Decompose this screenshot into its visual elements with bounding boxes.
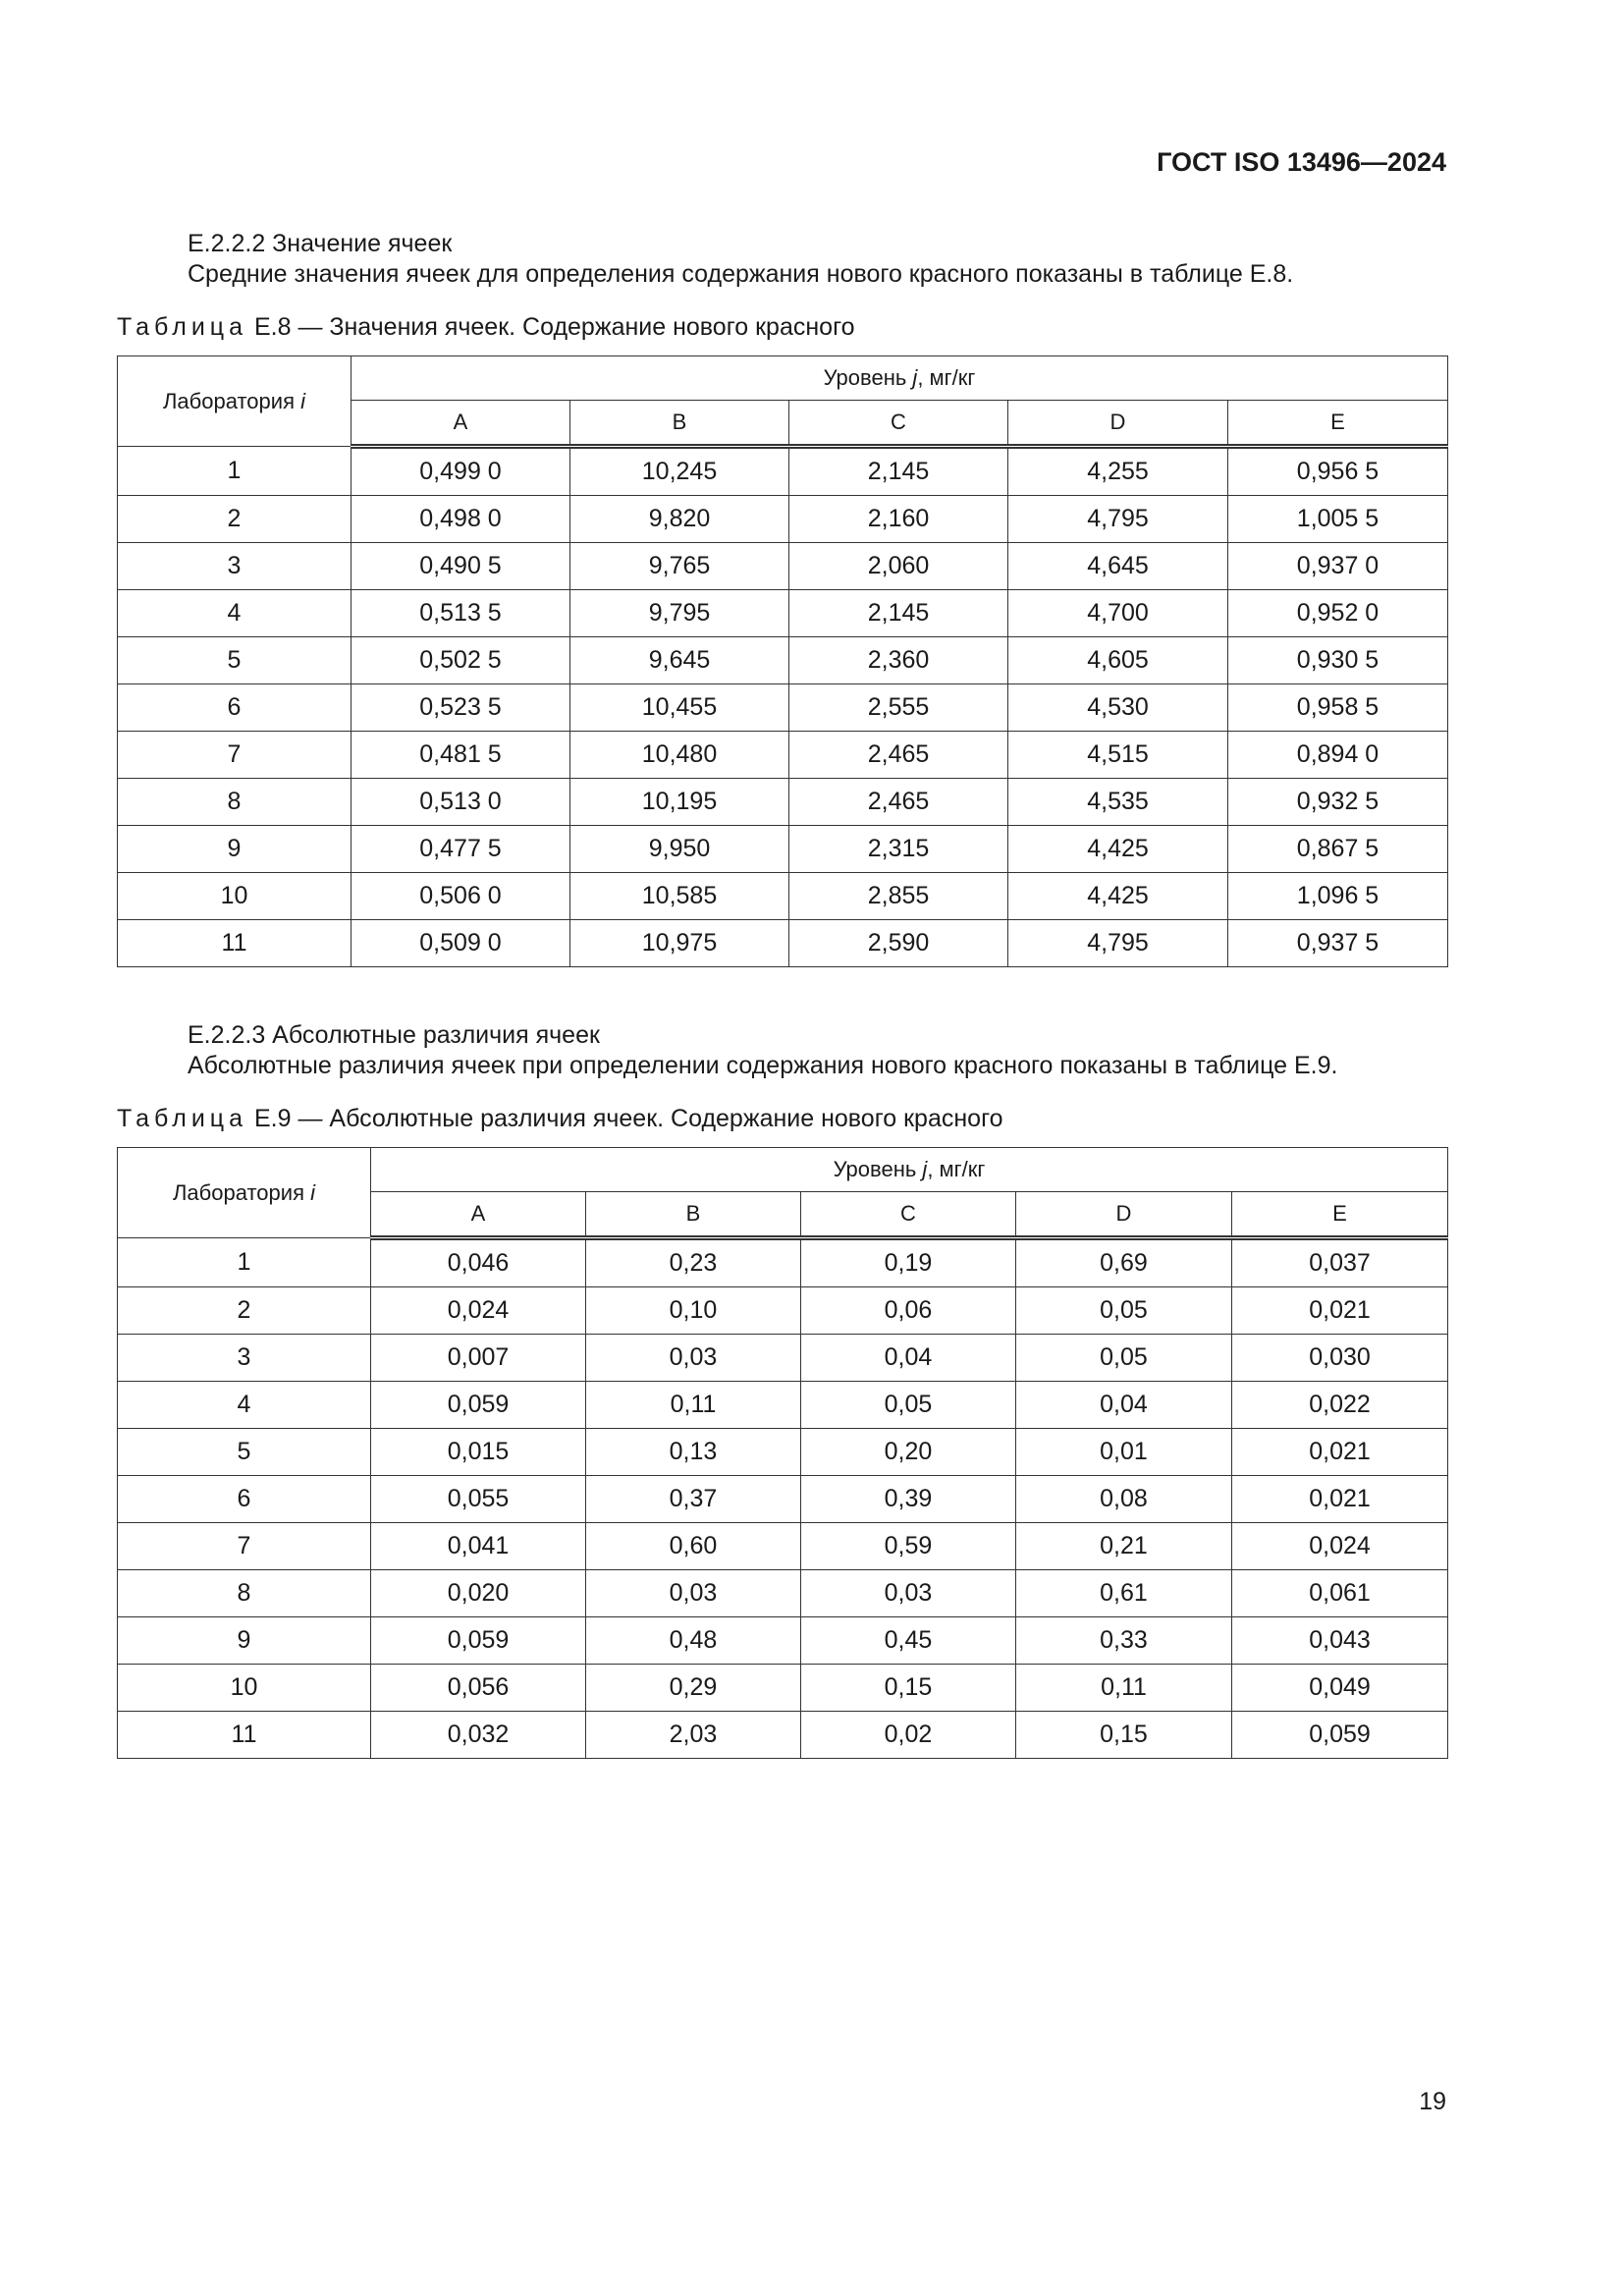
cell-c: 0,03	[801, 1570, 1016, 1617]
cell-e: 0,021	[1232, 1476, 1448, 1523]
cell-laboratory: 9	[118, 826, 352, 873]
cell-laboratory: 8	[118, 1570, 371, 1617]
page-number: 19	[1419, 2088, 1446, 2115]
cell-b: 0,48	[586, 1617, 801, 1665]
table-e8-body	[118, 447, 1448, 967]
cell-b: 0,03	[586, 1570, 801, 1617]
section-heading-e223: Е.2.2.3 Абсолютные различия ячеек	[188, 1021, 600, 1049]
cell-a: 0,509 0	[352, 920, 570, 967]
cell-laboratory: 7	[118, 1523, 371, 1570]
cell-d: 0,05	[1016, 1287, 1232, 1335]
table-row	[118, 1429, 1448, 1476]
cell-d: 0,11	[1016, 1665, 1232, 1712]
cell-a: 0,032	[371, 1712, 586, 1759]
cell-laboratory: 3	[118, 543, 352, 590]
cell-laboratory: 7	[118, 732, 352, 779]
cell-b: 0,37	[586, 1476, 801, 1523]
cell-b: 0,11	[586, 1382, 801, 1429]
header-level-pre: Уровень	[823, 365, 913, 390]
column-header-d: D	[1016, 1192, 1232, 1238]
cell-a: 0,498 0	[352, 496, 570, 543]
cell-b: 0,03	[586, 1335, 801, 1382]
cell-a: 0,024	[371, 1287, 586, 1335]
cell-laboratory: 2	[118, 496, 352, 543]
cell-b: 10,245	[570, 447, 789, 496]
cell-e: 0,937 5	[1228, 920, 1448, 967]
cell-c: 2,145	[789, 590, 1008, 637]
cell-e: 0,867 5	[1228, 826, 1448, 873]
cell-b: 9,820	[570, 496, 789, 543]
cell-c: 0,06	[801, 1287, 1016, 1335]
table-row	[118, 590, 1448, 637]
cell-d: 4,425	[1008, 873, 1228, 920]
cell-b: 9,795	[570, 590, 789, 637]
cell-laboratory: 4	[118, 590, 352, 637]
header-laboratory-var: i	[310, 1179, 315, 1205]
column-header-c: C	[789, 401, 1008, 447]
cell-c: 2,160	[789, 496, 1008, 543]
cell-a: 0,502 5	[352, 637, 570, 684]
cell-c: 2,145	[789, 447, 1008, 496]
column-header-e: E	[1232, 1192, 1448, 1238]
table-row	[118, 1570, 1448, 1617]
cell-b: 0,60	[586, 1523, 801, 1570]
cell-c: 0,02	[801, 1712, 1016, 1759]
cell-a: 0,056	[371, 1665, 586, 1712]
cell-c: 0,45	[801, 1617, 1016, 1665]
document-code: ГОСТ ISO 13496—2024	[1157, 147, 1446, 177]
cell-b: 10,585	[570, 873, 789, 920]
header-laboratory-var: i	[300, 388, 305, 413]
cell-c: 2,060	[789, 543, 1008, 590]
cell-d: 4,255	[1008, 447, 1228, 496]
cell-d: 4,605	[1008, 637, 1228, 684]
table-row	[118, 637, 1448, 684]
cell-a: 0,490 5	[352, 543, 570, 590]
column-header-b: B	[586, 1192, 801, 1238]
cell-laboratory: 5	[118, 1429, 371, 1476]
cell-a: 0,513 0	[352, 779, 570, 826]
table-caption-e9	[117, 1103, 1003, 1134]
cell-e: 0,932 5	[1228, 779, 1448, 826]
cell-a: 0,055	[371, 1476, 586, 1523]
cell-c: 2,360	[789, 637, 1008, 684]
section-heading-e222: Е.2.2.2 Значение ячеек	[188, 230, 453, 257]
table-e9	[117, 1147, 1448, 1759]
cell-c: 0,04	[801, 1335, 1016, 1382]
table-row	[118, 447, 1448, 496]
cell-c: 2,555	[789, 684, 1008, 732]
cell-d: 4,535	[1008, 779, 1228, 826]
cell-c: 0,20	[801, 1429, 1016, 1476]
cell-a: 0,477 5	[352, 826, 570, 873]
cell-d: 0,15	[1016, 1712, 1232, 1759]
cell-a: 0,513 5	[352, 590, 570, 637]
cell-a: 0,506 0	[352, 873, 570, 920]
cell-e: 0,043	[1232, 1617, 1448, 1665]
cell-a: 0,499 0	[352, 447, 570, 496]
caption-title: Е.8 — Значения ячеек. Содержание нового красного	[247, 313, 855, 341]
table-row	[118, 732, 1448, 779]
cell-a: 0,020	[371, 1570, 586, 1617]
header-laboratory	[118, 356, 352, 447]
cell-d: 0,08	[1016, 1476, 1232, 1523]
cell-laboratory: 11	[118, 920, 352, 967]
column-header-a: A	[371, 1192, 586, 1238]
cell-laboratory: 6	[118, 684, 352, 732]
cell-b: 0,23	[586, 1238, 801, 1287]
cell-e: 0,037	[1232, 1238, 1448, 1287]
cell-laboratory: 9	[118, 1617, 371, 1665]
header-level-post: , мг/кг	[927, 1157, 986, 1181]
cell-e: 0,061	[1232, 1570, 1448, 1617]
cell-a: 0,007	[371, 1335, 586, 1382]
cell-e: 1,096 5	[1228, 873, 1448, 920]
cell-d: 4,645	[1008, 543, 1228, 590]
section-text-e222: Средние значения ячеек для определения содержания нового красного показаны в таблице Е.8.	[188, 260, 1294, 288]
cell-laboratory: 8	[118, 779, 352, 826]
cell-e: 0,049	[1232, 1665, 1448, 1712]
cell-b: 0,29	[586, 1665, 801, 1712]
cell-d: 4,700	[1008, 590, 1228, 637]
cell-laboratory: 4	[118, 1382, 371, 1429]
table-row	[118, 1665, 1448, 1712]
cell-d: 0,69	[1016, 1238, 1232, 1287]
column-header-e: E	[1228, 401, 1448, 447]
header-laboratory-label: Лаборатория	[162, 388, 301, 413]
cell-d: 0,01	[1016, 1429, 1232, 1476]
cell-b: 2,03	[586, 1712, 801, 1759]
table-row	[118, 1382, 1448, 1429]
cell-c: 2,315	[789, 826, 1008, 873]
header-level	[352, 356, 1448, 401]
cell-e: 0,930 5	[1228, 637, 1448, 684]
cell-laboratory: 2	[118, 1287, 371, 1335]
cell-a: 0,523 5	[352, 684, 570, 732]
cell-laboratory: 1	[118, 447, 352, 496]
cell-b: 9,765	[570, 543, 789, 590]
cell-e: 0,022	[1232, 1382, 1448, 1429]
cell-e: 0,021	[1232, 1429, 1448, 1476]
cell-c: 2,590	[789, 920, 1008, 967]
column-header-c: C	[801, 1192, 1016, 1238]
cell-e: 1,005 5	[1228, 496, 1448, 543]
table-row	[118, 1712, 1448, 1759]
column-header-a: A	[352, 401, 570, 447]
cell-d: 0,04	[1016, 1382, 1232, 1429]
cell-d: 0,61	[1016, 1570, 1232, 1617]
cell-b: 0,10	[586, 1287, 801, 1335]
cell-c: 2,465	[789, 732, 1008, 779]
header-laboratory-label: Лаборатория	[172, 1179, 311, 1205]
caption-prefix: Таблица	[117, 1105, 248, 1132]
cell-laboratory: 10	[118, 873, 352, 920]
cell-e: 0,894 0	[1228, 732, 1448, 779]
header-level-pre: Уровень	[833, 1157, 923, 1181]
cell-b: 9,645	[570, 637, 789, 684]
cell-d: 0,33	[1016, 1617, 1232, 1665]
caption-prefix: Таблица	[117, 313, 248, 341]
table-row	[118, 496, 1448, 543]
cell-d: 4,795	[1008, 920, 1228, 967]
cell-d: 4,530	[1008, 684, 1228, 732]
table-row	[118, 684, 1448, 732]
cell-e: 0,958 5	[1228, 684, 1448, 732]
table-e8	[117, 355, 1448, 967]
column-header-d: D	[1008, 401, 1228, 447]
table-row	[118, 920, 1448, 967]
table-e9-body	[118, 1238, 1448, 1759]
cell-c: 0,19	[801, 1238, 1016, 1287]
cell-c: 0,59	[801, 1523, 1016, 1570]
cell-a: 0,059	[371, 1382, 586, 1429]
cell-c: 0,39	[801, 1476, 1016, 1523]
cell-laboratory: 5	[118, 637, 352, 684]
cell-laboratory: 11	[118, 1712, 371, 1759]
table-row	[118, 1523, 1448, 1570]
caption-title: Е.9 — Абсолютные различия ячеек. Содержание нового красного	[247, 1105, 1003, 1132]
cell-e: 0,952 0	[1228, 590, 1448, 637]
cell-laboratory: 6	[118, 1476, 371, 1523]
cell-e: 0,021	[1232, 1287, 1448, 1335]
cell-e: 0,024	[1232, 1523, 1448, 1570]
cell-d: 4,425	[1008, 826, 1228, 873]
header-laboratory	[118, 1148, 371, 1238]
cell-c: 2,465	[789, 779, 1008, 826]
cell-c: 2,855	[789, 873, 1008, 920]
cell-d: 4,795	[1008, 496, 1228, 543]
cell-b: 10,455	[570, 684, 789, 732]
cell-e: 0,937 0	[1228, 543, 1448, 590]
cell-c: 0,05	[801, 1382, 1016, 1429]
cell-a: 0,041	[371, 1523, 586, 1570]
table-row	[118, 779, 1448, 826]
table-row	[118, 1617, 1448, 1665]
cell-e: 0,956 5	[1228, 447, 1448, 496]
cell-c: 0,15	[801, 1665, 1016, 1712]
cell-a: 0,046	[371, 1238, 586, 1287]
cell-d: 4,515	[1008, 732, 1228, 779]
cell-laboratory: 3	[118, 1335, 371, 1382]
cell-a: 0,059	[371, 1617, 586, 1665]
cell-e: 0,030	[1232, 1335, 1448, 1382]
table-row	[118, 1476, 1448, 1523]
table-row	[118, 543, 1448, 590]
table-row	[118, 826, 1448, 873]
cell-b: 9,950	[570, 826, 789, 873]
table-row	[118, 1287, 1448, 1335]
header-level-var: j	[912, 365, 918, 390]
cell-b: 10,975	[570, 920, 789, 967]
cell-a: 0,015	[371, 1429, 586, 1476]
section-text-e223: Абсолютные различия ячеек при определении содержания нового красного показаны в таблице Е.9.	[188, 1052, 1338, 1079]
cell-b: 10,195	[570, 779, 789, 826]
column-header-b: B	[570, 401, 789, 447]
cell-laboratory: 1	[118, 1238, 371, 1287]
table-caption-e8	[117, 311, 855, 343]
header-level	[371, 1148, 1448, 1192]
cell-e: 0,059	[1232, 1712, 1448, 1759]
cell-a: 0,481 5	[352, 732, 570, 779]
cell-b: 0,13	[586, 1429, 801, 1476]
table-row	[118, 873, 1448, 920]
cell-b: 10,480	[570, 732, 789, 779]
cell-d: 0,05	[1016, 1335, 1232, 1382]
cell-d: 0,21	[1016, 1523, 1232, 1570]
header-level-post: , мг/кг	[917, 365, 976, 390]
header-level-var: j	[922, 1157, 928, 1181]
table-row	[118, 1238, 1448, 1287]
cell-laboratory: 10	[118, 1665, 371, 1712]
table-row	[118, 1335, 1448, 1382]
